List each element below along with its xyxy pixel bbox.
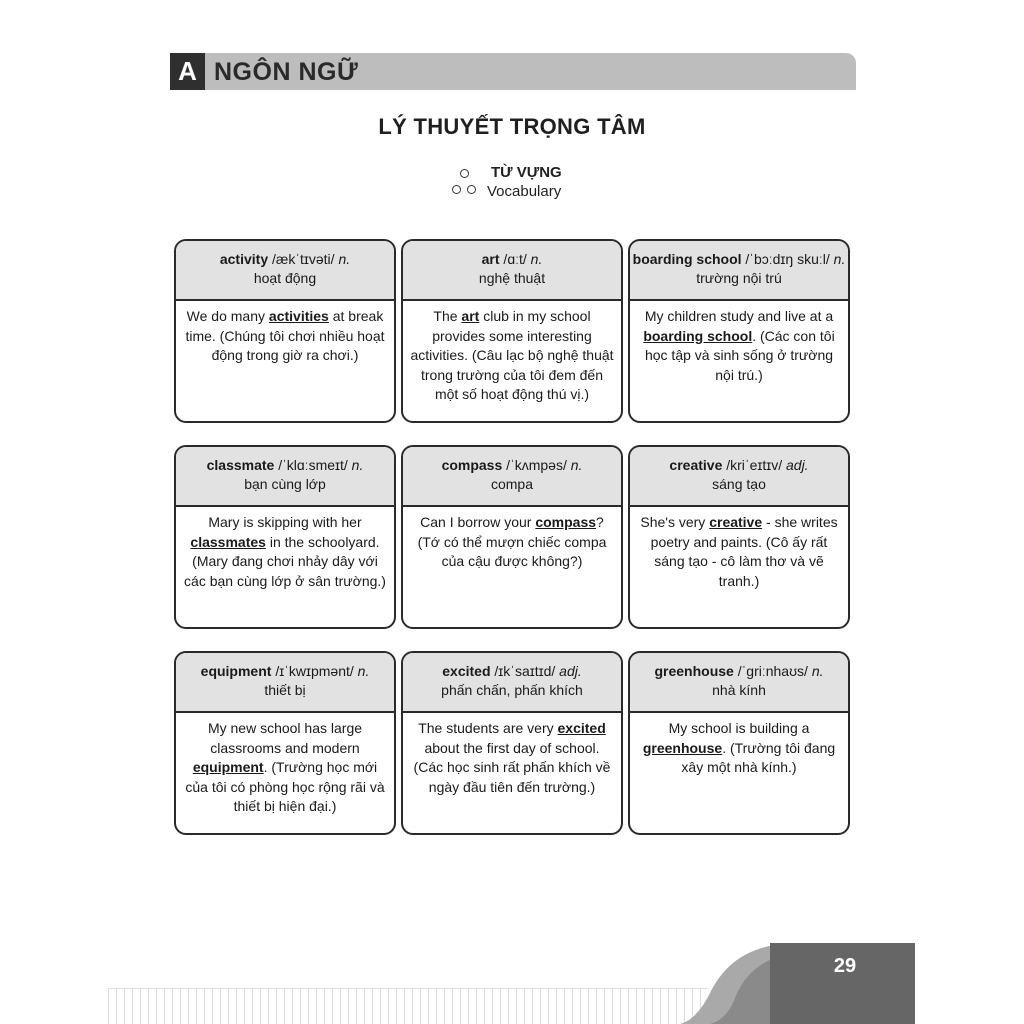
vocab-card: [628, 651, 850, 835]
vocab-phonetic: /kriˈeɪtɪv/: [722, 457, 786, 473]
circle-bullet-icon: [460, 169, 469, 178]
example-text: She's very: [640, 514, 710, 530]
example-keyword: classmates: [190, 533, 266, 550]
section-letter-badge: A: [170, 53, 205, 90]
vocab-card-header: [176, 241, 394, 301]
example-text: at break time. (Chúng tôi chơi nhiều hoạt động trong giờ ra chơi.): [185, 308, 385, 363]
example-text: The students are very: [418, 720, 558, 736]
vocab-part-of-speech: n.: [833, 251, 846, 267]
page-title: LÝ THUYẾT TRỌNG TÂM: [378, 114, 646, 139]
example-text: about the first day of school. (Các học sinh rất phấn khích về ngày đầu tiên đến trường.): [413, 739, 611, 795]
circle-bullet-icon: [452, 185, 461, 194]
example-text: My children study and live at a: [644, 308, 834, 324]
vocab-example: [176, 713, 394, 817]
vocab-example: [176, 301, 394, 366]
vocab-card: [401, 651, 623, 835]
vocab-example: [630, 713, 848, 778]
example-text: . (Trường tôi đang xây một nhà kính.): [681, 739, 836, 775]
vocab-part-of-speech: n.: [351, 457, 364, 473]
example-text: The: [433, 308, 462, 324]
vocab-term: creative: [669, 457, 723, 473]
example-text: club in my school provides some interesting activities. (Câu lạc bộ nghệ thuật trong trường của tôi đem đến một số hoạt động thú vị.): [410, 308, 614, 402]
vocab-meaning: nhà kính: [712, 682, 766, 698]
vocab-example: [630, 507, 848, 591]
vocab-card: [401, 445, 623, 629]
example-keyword: excited: [557, 720, 606, 736]
example-keyword: greenhouse: [642, 739, 723, 756]
example-text: ? (Tớ có thể mượn chiếc compa của cậu được không?): [417, 514, 607, 569]
vocab-meaning: nghệ thuật: [478, 270, 546, 286]
vocab-card: [174, 651, 396, 835]
vocab-part-of-speech: n.: [338, 251, 351, 267]
example-text: . (Trường học mới của tôi có phòng học rộng rãi và thiết bị hiện đại.): [185, 759, 385, 814]
subheading-english: Vocabulary: [487, 183, 562, 200]
vocab-meaning: phấn chấn, phấn khích: [441, 682, 583, 698]
vocab-example: [176, 507, 394, 591]
vocab-example: [403, 713, 621, 797]
example-keyword: creative: [709, 514, 763, 530]
vocab-card: [628, 239, 850, 423]
vocab-card-header: [630, 447, 848, 507]
vocab-card-header: [176, 653, 394, 713]
vocab-meaning: hoạt động: [253, 270, 317, 286]
vocab-card-header: [630, 241, 848, 301]
vocab-card: [174, 445, 396, 629]
page-number: 29: [833, 955, 857, 977]
vocab-phonetic: /ˈɡriːnhaʊs/: [733, 663, 812, 679]
vocab-term: excited: [442, 663, 491, 679]
vocab-phonetic: /ɪˈkwɪpmənt/: [271, 663, 358, 679]
vocab-term: art: [481, 251, 500, 267]
example-text: - she writes poetry and paints. (Cô ấy rất sáng tạo - cô làm thơ và vẽ tranh.): [650, 514, 838, 589]
vocab-card: [401, 239, 623, 423]
example-text: We do many: [186, 308, 269, 324]
example-text: Mary is skipping with her: [208, 514, 362, 530]
example-text: in the schoolyard. (Mary đang chơi nhảy dây với các bạn cùng lớp ở sân trường.): [184, 533, 386, 589]
example-keyword: equipment: [192, 759, 264, 775]
vocab-card-header: [403, 241, 621, 301]
vocab-example: [403, 301, 621, 405]
vocab-phonetic: /ækˈtɪvəti/: [268, 251, 339, 267]
vocab-meaning: bạn cùng lớp: [244, 476, 326, 492]
vocab-term: greenhouse: [654, 663, 734, 679]
vocab-part-of-speech: adj.: [786, 457, 809, 473]
vocab-part-of-speech: n.: [357, 663, 370, 679]
vocab-phonetic: /ɑːt/: [499, 251, 531, 267]
example-text: My school is building a: [668, 720, 810, 736]
vocab-card: [174, 239, 396, 423]
vocab-card-header: [630, 653, 848, 713]
footer-dotted-strip: [108, 988, 708, 1024]
vocab-term: classmate: [206, 457, 275, 473]
subheading-vietnamese: TỪ VỰNG: [491, 164, 562, 181]
vocab-card-header: [403, 447, 621, 507]
example-keyword: boarding school: [643, 327, 753, 344]
vocab-part-of-speech: adj.: [559, 663, 582, 679]
section-title: NGÔN NGỮ: [214, 58, 359, 86]
circle-bullet-icon: [467, 185, 476, 194]
vocab-card-header: [176, 447, 394, 507]
example-text: My new school has large classrooms and modern: [207, 720, 363, 756]
vocab-term: boarding school: [632, 251, 742, 267]
example-keyword: compass: [535, 514, 597, 530]
vocab-card: [628, 445, 850, 629]
vocab-part-of-speech: n.: [811, 663, 824, 679]
example-text: Can I borrow your: [420, 514, 536, 530]
example-text: . (Các con tôi học tập và sinh sống ở trường nội trú.): [644, 327, 835, 383]
subheading: [450, 164, 610, 204]
vocab-meaning: thiết bị: [264, 682, 306, 698]
vocab-example: [630, 301, 848, 385]
vocab-meaning: trường nội trú: [696, 270, 782, 286]
vocab-card-header: [403, 653, 621, 713]
vocab-phonetic: /ˈbɔːdɪŋ skuːl/: [741, 251, 834, 267]
vocab-phonetic: /ˈklɑːsmeɪt/: [274, 457, 352, 473]
example-keyword: activities: [268, 308, 329, 324]
vocab-part-of-speech: n.: [530, 251, 543, 267]
vocab-example: [403, 507, 621, 572]
vocab-term: equipment: [200, 663, 272, 679]
vocab-meaning: sáng tạo: [712, 476, 766, 492]
vocab-term: compass: [441, 457, 503, 473]
vocab-term: activity: [219, 251, 269, 267]
example-keyword: art: [461, 308, 480, 324]
vocab-part-of-speech: n.: [570, 457, 583, 473]
vocab-meaning: compa: [490, 476, 534, 492]
vocab-phonetic: /ɪkˈsaɪtɪd/: [490, 663, 560, 679]
vocab-phonetic: /ˈkʌmpəs/: [502, 457, 571, 473]
